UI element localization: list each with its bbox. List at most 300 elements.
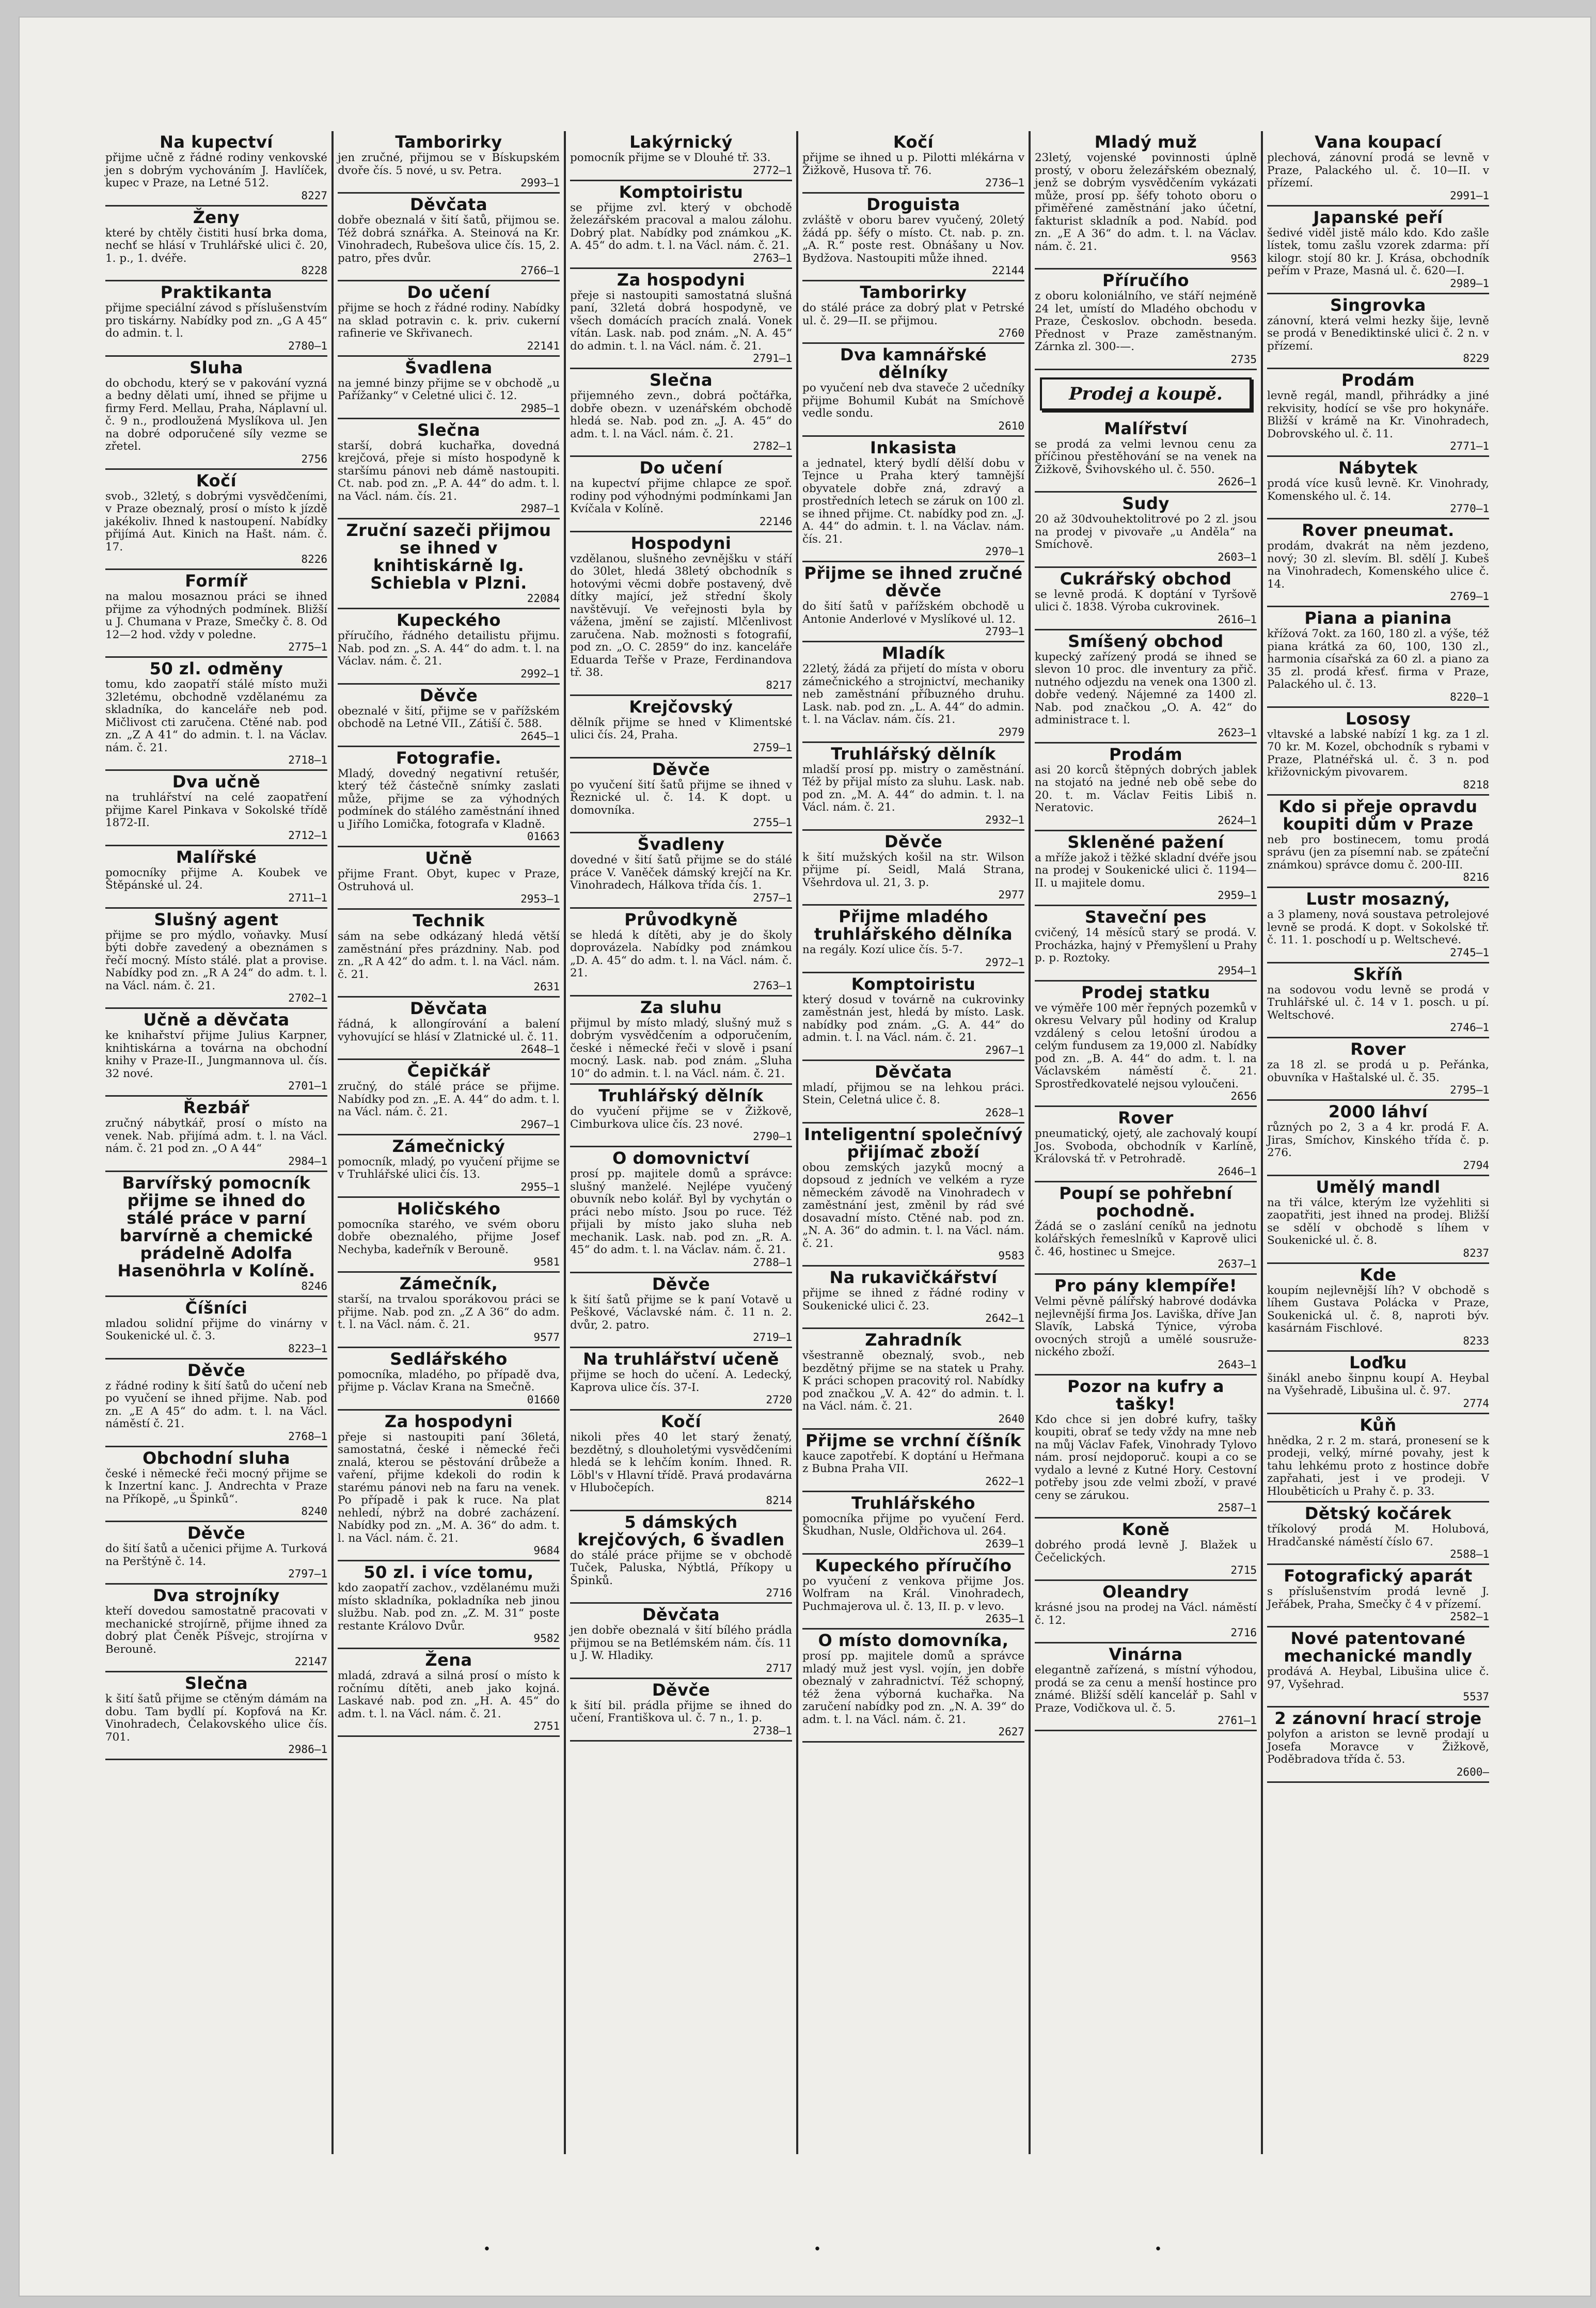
ad-number: 2738—1 xyxy=(753,1724,792,1737)
ad-number: 2643—1 xyxy=(1218,1358,1257,1371)
ad-heading: Kdo si přeje opravdu koupiti dům v Praze xyxy=(1278,796,1478,834)
ad-heading: Za hospodyni xyxy=(384,1411,513,1431)
ad-heading: Vana koupací xyxy=(1315,132,1442,152)
ad-text: dobře obeznalá v šití šatů, přijmou se. Též dobrá sznářka. A. Steinová na Kr. Vinohradech, Rubešova ulice čís. 15, 2. patro, přes dvůr. xyxy=(338,214,560,265)
ad-number: 2955—1 xyxy=(520,1180,560,1193)
ad-text: příručího, řádného detailistu přijmu. Nab. pod zn. „S. A. 44“ do adm. t. l. na Václav. nám. č. 21. xyxy=(338,629,560,668)
ad-column-3 xyxy=(566,131,796,2154)
classified-ad xyxy=(105,771,327,846)
ad-number: 8223—1 xyxy=(288,1342,327,1355)
ad-text: po vyučení neb dva staveče 2 učedníky přijme Bohumil Kubát na Smíchově vedle sondu. xyxy=(802,382,1024,420)
ad-number: 2640 xyxy=(998,1412,1024,1425)
ad-text: pomocníka starého, ve svém oboru dobře obeznalého, přijme Josef Nechyba, kadeřník v Berouně. xyxy=(338,1218,560,1256)
classified-ad xyxy=(1035,1182,1257,1275)
ad-number: 2626—1 xyxy=(1218,476,1257,488)
classified-ad xyxy=(1267,457,1489,519)
ad-text: Velmi pěvně pálířský habrové dodávka nejlevnější firma Jos. Laviška, dříve Jan Slavík, Labská Týnice, výroba ovocných strojů a umělé sousruže-nického zboží. xyxy=(1035,1295,1257,1358)
ad-text: Žádá se o zaslání ceníků na jednotu kolářských řemeslníků v Kaprově ulici č. 46, hostinec u Smejce. xyxy=(1035,1220,1257,1258)
ad-heading: Zruční sazeči přijmou se ihned v knihtiskárně Ig. Schiebla v Plzni. xyxy=(346,520,551,593)
ad-text: přijme se ihned z řádné rodiny v Soukenické ulici č. 23. xyxy=(802,1287,1024,1313)
ad-text: polyfon a ariston se levně prodají u Josefa Moravce v Žižkově, Poděbradova třída č. 53. xyxy=(1267,1728,1489,1766)
ad-heading: Truhlářský dělník xyxy=(598,1086,764,1105)
ad-number: 2986—1 xyxy=(288,1743,327,1756)
ad-text: na kupectví přijme chlapce ze spoř. rodiny pod výhodnými podmínkami Jan Kvíčala v Kolíně. xyxy=(570,477,792,515)
ad-number: 2967—1 xyxy=(985,1044,1024,1056)
ad-heading: Dva kamnářské dělníky xyxy=(840,345,987,382)
ad-text: křížová 7okt. za 160, 180 zl. a výše, též piana krátká za 60, 100, 130 zl., harmonia císařská za 60 zl. a piano za 35 zl. prodá křesť. firma v Praze, Palackého ul. č. 13. xyxy=(1267,627,1489,691)
ad-number: 22147 xyxy=(294,1655,327,1668)
ad-number: 8233 xyxy=(1463,1334,1489,1347)
ad-heading: Slečna xyxy=(649,370,713,390)
ad-number: 2760 xyxy=(998,327,1024,339)
ad-text: se hledá k dítěti, aby je do školy doprovázela. Nabídky pod známkou „D. A. 45“ do adm. t. l. na Václ. nám. č. 21. xyxy=(570,928,792,979)
ad-heading: Slečna xyxy=(417,420,481,440)
ad-number: 2797—1 xyxy=(288,1568,327,1580)
ad-heading: Číšníci xyxy=(185,1298,248,1318)
ad-text: na sodovou vodu levně se prodá v Truhlářské ul. č. 14 v 1. posch. u pí. Weltschové. xyxy=(1267,983,1489,1022)
ad-number: 2702—1 xyxy=(288,992,327,1004)
classified-ad xyxy=(570,1147,792,1273)
ad-heading: Loďku xyxy=(1349,1352,1407,1372)
ad-heading: Piana a pianina xyxy=(1304,608,1452,628)
ad-heading: Příručího xyxy=(1102,271,1189,290)
ad-number: 8220—1 xyxy=(1450,690,1489,703)
classified-ad xyxy=(1267,1503,1489,1565)
ad-heading: Hospodyni xyxy=(630,533,732,553)
ad-text: obeznalé v šití, přijme se v pařížském obchodě na Letné VII., Zátiší č. 588. xyxy=(338,704,560,730)
ad-heading: Droguista xyxy=(866,195,960,214)
ad-text: ke knihařství přijme Julius Karpner, knihtiskárna a továrna na obchodní knihy v Praze-II., Jungmannova ul. čís. 32 nové. xyxy=(105,1029,327,1080)
ad-heading: Prodám xyxy=(1341,370,1415,390)
ad-heading: Řezbář xyxy=(183,1098,250,1117)
classified-ad xyxy=(338,998,560,1060)
ad-heading: Švadlena xyxy=(405,357,493,377)
ad-number: 2770—1 xyxy=(1450,502,1489,515)
ad-text: 22letý, žádá za přijetí do místa v oboru zámečnického a strojnictví, mechaniky neb zaměstnání příbuzného druhu. Lask. nab. pod zn. „L. A. 44“ do admin. t. l. na Václav. nám. čís. 21. xyxy=(802,662,1024,726)
ad-text: zručný, do stálé práce se přijme. Nabídky pod zn. „E. A. 44“ do adm. t. l. na Václ. nám. č. 21. xyxy=(338,1080,560,1118)
ad-heading: Sedlářského xyxy=(390,1349,508,1369)
ad-heading: Staveční pes xyxy=(1084,907,1207,927)
ad-number: 2790—1 xyxy=(753,1130,792,1143)
ad-text: se prodá za velmi levnou cenu za příčinou přestěhování se na venek na Žižkově, Švihovského ul. č. 550. xyxy=(1035,437,1257,476)
ad-text: do šití šatů v pařížském obchodě u Antonie Anderlové v Myslíkové ul. 12. xyxy=(802,600,1024,626)
ad-number: 2763—1 xyxy=(753,979,792,992)
ad-heading: 5 dámských krejčových, 6 švadlen xyxy=(577,1512,785,1550)
classified-ad xyxy=(570,1511,792,1604)
ad-heading: Tamborirky xyxy=(860,282,967,302)
classified-ad xyxy=(338,1411,560,1562)
ad-number: 2755—1 xyxy=(753,816,792,829)
ad-number: 2987—1 xyxy=(520,502,560,515)
ad-number: 2761—1 xyxy=(1218,1714,1257,1727)
ad-heading: Tamborirky xyxy=(395,132,502,152)
ad-text: z oboru koloniálního, ve stáří nejméně 24 let, umístí do Mladého obchodu v Praze, Českoslov. obchodn. beseda. Přednost v Praze zaměstnaným. Zárnka zl. 300-—. xyxy=(1035,290,1257,353)
ad-text: přijme Frant. Obyt, kupec v Praze, Ostruhová ul. xyxy=(338,867,560,893)
ad-heading: Slečna xyxy=(184,1673,248,1693)
ad-heading: Truhlářský dělník xyxy=(831,744,996,764)
classified-ad xyxy=(570,758,792,834)
ad-text: kupecký zařízený prodá se ihned se slevon 10 proc. dle inventury za přič. nutného odjezdu na venek ona 1300 zl. dobře vedený. Nájemné za 1400 zl. Nab. pod značkou „O. A. 42“ do administrace t. l. xyxy=(1035,650,1257,726)
ad-heading: Rover xyxy=(1118,1108,1174,1128)
ad-heading: Děvče xyxy=(652,759,710,779)
classified-ad xyxy=(1267,519,1489,607)
ad-heading: Truhlářského xyxy=(851,1493,975,1513)
classified-ad xyxy=(105,131,327,207)
classified-ad xyxy=(105,846,327,909)
page-mark: · xyxy=(814,2237,821,2261)
ad-text: pomocníky přijme A. Koubek ve Štěpánské ul. 24. xyxy=(105,866,327,892)
ad-heading: Holičského xyxy=(397,1198,501,1219)
ad-number: 2712—1 xyxy=(288,829,327,842)
ad-text: a jednatel, který bydlí dělší dobu v Tejnce u Praha který tamnější obyvatele dobře zná, zdravý a prostředních letech se záruk on 100 zl. se ihned přijme. Ct. nabídky pod zn. „J. A. 44“ do admin. t. l. na Václav. nám. čís. 21. xyxy=(802,456,1024,546)
ad-number: 2746—1 xyxy=(1450,1021,1489,1034)
ad-text: prodám, dvakrát na něm jezdeno, nový; 30 zl. slevím. Bl. sdělí J. Kubeš na Vinohradech, Komenského ulice č. 14. xyxy=(1267,540,1489,591)
ad-heading: O místo domovníka, xyxy=(818,1631,1009,1650)
ad-text: se levně prodá. K doptání v Tyršově ulici č. 1838. Výroba cukrovinek. xyxy=(1035,588,1257,613)
ad-number: 2610 xyxy=(998,419,1024,432)
ad-text: prodává A. Heybal, Libušina ulice č. 97, Vyšehrad. xyxy=(1267,1665,1489,1691)
ad-number: 2648—1 xyxy=(520,1043,560,1055)
classified-ad xyxy=(105,1672,327,1760)
ad-text: do stálé práce za dobrý plat v Petrské ul. č. 29—II. se přijmou. xyxy=(802,302,1024,327)
classified-ad xyxy=(802,743,1024,831)
ad-text: české i německé řeči mocný přijme se k Inzertní kanc. J. Andrechta v Praze na Příkopě, „u Špinků“. xyxy=(105,1467,327,1506)
ad-heading: Inteligentní společnívý přijímač zboží xyxy=(804,1124,1023,1162)
classified-ad xyxy=(570,131,792,181)
ad-heading: Ženy xyxy=(193,207,240,227)
ad-text: šinákl anebo šinpnu koupí A. Heybal na Vyšehradě, Libušina ul. č. 97. xyxy=(1267,1371,1489,1397)
ad-text: přijemného zevn., dobrá počtářka, dobře obezn. v uzenářském obchodě hledá se. Nab. pod zn. „J. A. 45“ do adm. t. l. na Václ. nám. č. 21. xyxy=(570,389,792,440)
classified-ad xyxy=(1267,607,1489,708)
ad-heading: Zámečník, xyxy=(399,1274,498,1293)
ad-text: přeje si nastoupiti paní 36letá, samostatná, české i německé řeči znalá, kterou se pěstování drůbeže a vaření, přijme kdekoli do rodin k starému pánovi neb na faru na venek. Po případě i pak k ruce. Na plat nehledí, nýbrž na dobré zacházení. Nabídky pod zn. „M. A. 36“ do adm. t. l. na Václ. nám. č. 21. xyxy=(338,1430,560,1545)
ad-number: 2791—1 xyxy=(753,352,792,365)
ad-text: neb pro bostinecem, tomu prodá správu (jen za písemní nab. se zpáteční známkou) správce domu č. 200-III. xyxy=(1267,833,1489,872)
ad-heading: 2000 láhví xyxy=(1328,1102,1428,1121)
classified-ad xyxy=(570,1085,792,1147)
ad-text: jen zručné, přijmou se v Bískupském dvoře čís. 5 nové, u sv. Petra. xyxy=(338,151,560,177)
ad-number: 2984—1 xyxy=(288,1155,327,1167)
ad-heading: Praktikanta xyxy=(160,282,273,302)
ad-text: zvláště v oboru barev vyučený, 20letý žádá pp. šéfy o místo. Ct. nab. p. zn. „A. R.“ poste rest. Obnášany u Nov. Bydžova. Nastoupiti může ihned. xyxy=(802,214,1024,265)
ad-heading: Skříň xyxy=(1353,964,1403,984)
ad-number: 8226 xyxy=(301,553,327,565)
ad-number: 2645—1 xyxy=(520,730,560,742)
ad-text: dovedné v šití šatů přijme se do stálé práce V. Vaněček dámský krejčí na Kr. Vinohradech, Hálkova třída čís. 1. xyxy=(570,853,792,892)
classified-ad xyxy=(802,973,1024,1061)
classified-ad xyxy=(338,419,560,520)
ad-number: 2642—1 xyxy=(985,1312,1024,1324)
classified-ad xyxy=(105,357,327,470)
ad-number: 2582—1 xyxy=(1450,1610,1489,1623)
ad-text: nikoli přes 40 let starý ženatý, bezdětný, s dlouholetými vysvědčeními hledá se k lehčím koním. Ihned. R. Löbl's v Hlavní třídě. Pravá prodavárna v Hlubočepích. xyxy=(570,1431,792,1494)
ad-text: k šití bil. prádla přijme se ihned do učení, Františkova ul. č. 7 n., 1. p. xyxy=(570,1699,792,1725)
ad-heading: Děvče xyxy=(652,1274,710,1294)
classified-ad xyxy=(1267,1708,1489,1783)
ad-number: 2788—1 xyxy=(753,1256,792,1269)
classified-ad xyxy=(570,1604,792,1679)
ad-number: 2793—1 xyxy=(985,625,1024,638)
ad-text: mladá, zdravá a silná prosí o místo k ročnímu dítěti, aneb jako kojná. Laskavé nab. pod zn. „H. A. 45“ do adm. t. l. na Václ. nám. č. 21. xyxy=(338,1669,560,1720)
ad-number: 2985—1 xyxy=(520,402,560,415)
ad-number: 2718—1 xyxy=(288,754,327,766)
ad-heading: Lakýrnický xyxy=(629,132,733,152)
ad-heading: 2 zánovní hrací stroje xyxy=(1274,1709,1482,1728)
classified-ad xyxy=(1267,708,1489,796)
classified-ad xyxy=(105,207,327,282)
ad-text: a mříže jakož i těžké skladní dvéře jsou na prodej v Soukenické ulici č. 1194—II. u majitele domu. xyxy=(1035,851,1257,890)
ad-number: 2639—1 xyxy=(985,1537,1024,1550)
classified-ad xyxy=(1035,906,1257,982)
newspaper-page xyxy=(19,17,1591,2297)
classified-ad xyxy=(802,562,1024,642)
classified-ad xyxy=(1035,1376,1257,1519)
classified-ad xyxy=(802,1329,1024,1430)
ad-text: do vyučení přijme se v Žižkově, Cimburkova ulice čís. 23 nové. xyxy=(570,1105,792,1131)
ad-text: starší, na trvalou sporákovou práci se přijme. Nab. pod zn. „Z A 36“ do adm. t. l. na Václ. nám. č. 21. xyxy=(338,1293,560,1331)
classified-ad xyxy=(570,696,792,758)
ad-heading: Kočí xyxy=(893,132,934,152)
ad-number: 2979 xyxy=(998,725,1024,738)
ad-number: 8228 xyxy=(301,264,327,277)
classified-ad xyxy=(1267,207,1489,294)
ad-number: 9577 xyxy=(533,1331,560,1343)
ad-text: elegantně zařízená, s místní výhodou, prodá se za cenu a menší hostince pro známé. Bližší sdělí kancelář p. Sahl v Praze, Vodičkova ul. č. 5. xyxy=(1035,1664,1257,1715)
ad-heading: Děvče xyxy=(884,831,943,851)
ad-text: hnědka, 2 r. 2 m. stará, pronesení se k prodeji, velký, mírné povahy, jest k tahu lehkému proto z hostince dobře zapřahati, jest i ve prodeji. V Hlouběticích u Prahy č. p. 33. xyxy=(1267,1434,1489,1498)
classified-ad xyxy=(1035,1581,1257,1643)
classified-ad xyxy=(105,1097,327,1172)
classified-ad xyxy=(570,1273,792,1349)
classified-ad xyxy=(802,906,1024,973)
ad-number: 2711—1 xyxy=(288,891,327,904)
classified-ad xyxy=(802,437,1024,563)
ad-text: jen dobře obeznalá v šití bílého prádla přijmou se na Betlémském nám. čís. 11 u J. W. Hladiky. xyxy=(570,1624,792,1662)
classified-ad xyxy=(338,1273,560,1348)
ad-number: 2953—1 xyxy=(520,893,560,905)
ad-column-6 xyxy=(1263,131,1493,2154)
ad-heading: 50 zl. i více tomu, xyxy=(364,1562,534,1582)
ad-text: asi 20 korců štěpných dobrých jablek na stojató na jedné neb obě sebe do 20. t. m. Václav Feitis Libiš n. Neratovic. xyxy=(1035,763,1257,814)
ad-number: 2719—1 xyxy=(753,1331,792,1343)
ad-number: 2772—1 xyxy=(753,164,792,177)
ad-heading: Nábytek xyxy=(1338,458,1418,478)
ad-number: 9583 xyxy=(998,1250,1024,1262)
classified-ad xyxy=(105,1172,327,1297)
classified-ad xyxy=(1035,1107,1257,1182)
ad-text: Kdo chce si jen dobré kufry, tašky koupiti, obrať se tedy vždy na mne neb na můj Václav Fafek, Vinohrady Tylovo nám. prosí nejdoporuč. koupi a co se vydalo a levné z Kutné Hory. Cestovní potřeby jsou zde velmi zboží, v pravé ceny se zárukou. xyxy=(1035,1413,1257,1502)
ad-text: který dosud v továrně na cukrovinky zaměstnán jest, hledá by místo. Lask. nabídky pod znám. „G. A. 44“ do admin. t. l. na Václ. nám. č. 21. xyxy=(802,993,1024,1044)
ad-text: které by chtěly čistiti husí brka doma, nechť se hlásí v Truhlářské ulici č. 20, 1. p., 1. dvéře. xyxy=(105,226,327,265)
ad-text: po vyučení šití šatů přijme se ihned v Řeznické ul. č. 14. K dopt. u domovníka. xyxy=(570,778,792,817)
classified-ad xyxy=(338,519,560,609)
ad-number: 2959—1 xyxy=(1218,889,1257,902)
ad-text: kauce zapotřebí. K doptání u Heřmana z Bubna Praha VII. xyxy=(802,1449,1024,1475)
ad-number: 8237 xyxy=(1463,1246,1489,1259)
ad-number: 2627 xyxy=(998,1726,1024,1738)
classified-ad xyxy=(1267,369,1489,457)
ad-number: 9582 xyxy=(533,1632,560,1645)
ad-text: na jemné binzy přijme se v obchodě „u Pařížanky“ v Celetné ulici č. 12. xyxy=(338,376,560,402)
classified-ad xyxy=(338,1348,560,1411)
ad-text: z řádné rodiny k šití šatů do učení neb po vyučení se ihned přijme. Nab. pod zn. „E A 45“ do adm. t. l. na Václ. náměstí č. 21. xyxy=(105,1379,327,1430)
ad-number: 2932—1 xyxy=(985,813,1024,826)
ad-heading: Sudy xyxy=(1122,494,1170,513)
ad-text: dobrého prodá levně J. Blažek u Čečelických. xyxy=(1035,1539,1257,1564)
ad-number: 2623—1 xyxy=(1218,726,1257,739)
classified-ad xyxy=(105,1359,327,1447)
ad-text: přijmul by místo mladý, slušný muž s dobrým vysvědčením a odporučením, české i německé řeči v slově i psaní mocný. Lask. nab. pod znám. „Sluha 10“ do admin. t. l. na Václ. nám. č. 21. xyxy=(570,1016,792,1080)
ad-text: sám na sebe odkázaný hledá větší zaměstnání přes prázdniny. Nab. pod zn. „R A 42“ do adm. t. l. na Václ. nám. č. 21. xyxy=(338,930,560,981)
ad-text: pomocníka přijme po vyučení Ferd. Škudhan, Nusle, Oldřichova ul. 264. xyxy=(802,1512,1024,1538)
classified-ad xyxy=(338,194,560,281)
ad-text: dělník přijme se hned v Klimentské ulici čís. 24, Praha. xyxy=(570,716,792,741)
ad-number: 2751 xyxy=(533,1720,560,1732)
classified-ad xyxy=(802,131,1024,194)
classified-ad xyxy=(338,685,560,747)
ad-text: přeje si nastoupiti samostatná slušná paní, 32letá dobrá hospodyně, ve všech domácích pracích znalá. Vonek vítán. Lask. nab. pod znám. „N. A. 45“ do admin. t. l. na Václ. nám. č. 21. xyxy=(570,289,792,353)
classified-ad xyxy=(338,131,560,194)
ad-heading: Do učení xyxy=(407,282,491,302)
ad-text: prosí pp. majitele domů a správce mladý muž jest vysl. vojín, jen dobře obeznalý v zahradnictví. Též schopný, též žena výborná kuchařka. Na zaručení nabídky pod zn. „N. A. 39“ do adm. t. l. na Václ. nám. č. 21. xyxy=(802,1650,1024,1726)
ad-text: přijme se hoch do učení. A. Ledecký, Kaprova ulice čís. 37-I. xyxy=(570,1368,792,1394)
ad-number: 2701—1 xyxy=(288,1080,327,1092)
ad-text: přijme se ihned u p. Pilotti mlékárna v Žižkově, Husova tř. 76. xyxy=(802,151,1024,177)
classified-ad xyxy=(338,1649,560,1737)
classified-ad xyxy=(570,1411,792,1511)
ad-text: vltavské a labské nabízí 1 kg. za 1 zl. 70 kr. M. Kozel, obchodník s rybami v Praze, Platnéřská ul. č. 3 n. pod křižovnickým pivovarem. xyxy=(1267,728,1489,779)
ad-heading: Lososy xyxy=(1345,708,1411,729)
ad-text: přijme učně z řádné rodiny venkovské jen s dobrým vychováním J. Havlíček, kupec v Praze, na Letné 512. xyxy=(105,151,327,189)
ad-heading: Vinárna xyxy=(1109,1645,1183,1664)
ad-number: 2600— xyxy=(1456,1765,1489,1778)
ad-text: po vyučení z venkova přijme Jos. Wolfram na Král. Vinohradech, Puchmajerova ul. č. 13, II. p. v levo. xyxy=(802,1574,1024,1613)
classified-ads-grid xyxy=(101,131,1546,2154)
classified-ad xyxy=(1035,1643,1257,1731)
ad-heading: Kůň xyxy=(1360,1415,1397,1435)
classified-ad xyxy=(802,1124,1024,1267)
classified-ad xyxy=(1267,1176,1489,1264)
ad-number: 2992—1 xyxy=(520,667,560,680)
classified-ad xyxy=(570,532,792,696)
classified-ad xyxy=(105,1522,327,1585)
page-mark: · xyxy=(1155,2237,1162,2261)
ad-number: 2716 xyxy=(766,1587,792,1599)
ad-number: 22084 xyxy=(527,592,560,605)
ad-heading: Dva učně xyxy=(172,772,261,792)
ad-number: 2757—1 xyxy=(753,891,792,904)
ad-heading: Krejčovský xyxy=(629,697,733,717)
ad-text: do obchodu, který se v pakování vyzná a bedny dělati umí, ihned se přijme u firmy Ferd. Mellau, Praha, Náplavní ul. č. 9 n., prodloužená Myslíkova ul. Jen na dobré odporučené síly vezme se zřetel. xyxy=(105,376,327,453)
ad-heading: Pro pány klempíře! xyxy=(1054,1276,1237,1295)
ad-heading: Čepičkář xyxy=(407,1061,491,1081)
ad-number: 2745—1 xyxy=(1450,946,1489,959)
ad-number: 2989—1 xyxy=(1450,277,1489,290)
ad-number: 2735 xyxy=(1230,353,1257,366)
ad-number: 22144 xyxy=(991,264,1024,277)
classified-ad xyxy=(338,1060,560,1135)
ad-text: pneumatický, ojetý, ale zachovalý koupí Jos. Svoboda, obchodník v Karlíně, Královská tř. v Petrohradě. xyxy=(1035,1127,1257,1165)
ad-number: 2637—1 xyxy=(1218,1258,1257,1270)
ad-number: 2993—1 xyxy=(520,177,560,189)
ad-number: 2624—1 xyxy=(1218,814,1257,827)
classified-ad xyxy=(1267,294,1489,370)
ad-text: krásné jsou na prodej na Václ. náměstí č. 12. xyxy=(1035,1601,1257,1627)
ad-heading: Poupí se pohřební pochodně. xyxy=(1059,1183,1232,1221)
classified-ad xyxy=(1267,1627,1489,1708)
ad-number: 2780—1 xyxy=(288,339,327,352)
ad-heading: Komptoiristu xyxy=(619,182,744,202)
ad-heading: Pozor na kufry a tašky! xyxy=(1067,1376,1224,1414)
ad-number: 2977 xyxy=(998,889,1024,901)
ad-number: 2795—1 xyxy=(1450,1084,1489,1096)
ad-number: 9684 xyxy=(533,1544,560,1557)
ad-heading: Japanské peří xyxy=(1313,207,1443,227)
ad-heading: Kočí xyxy=(196,470,237,491)
classified-ad xyxy=(105,1009,327,1097)
classified-ad xyxy=(338,609,560,685)
ad-number: 8217 xyxy=(766,678,792,691)
ad-text: starší, dobrá kuchařka, dovedná krejčová, přeje si místo hospodyně k staršímu pánovi neb dámě nastoupiti. Ct. nab. pod zn. „P. A. 44“ do adm. t. l. na Václ. nám. čís. 21. xyxy=(338,439,560,503)
ad-heading: Kočí xyxy=(660,1412,702,1431)
ad-number: 2628—1 xyxy=(985,1106,1024,1119)
ad-number: 2774 xyxy=(1463,1397,1489,1410)
ad-heading: Komptoiristu xyxy=(851,974,976,994)
ad-text: k šití šatů přijme se ctěným dámám na dobu. Tam bydlí pí. Kopfová na Kr. Vinohradech, Čelakovského ulice čís. 701. xyxy=(105,1693,327,1744)
ad-heading: Slušný agent xyxy=(154,909,279,929)
ad-text: 20 až 30dvouhektolitrové po 2 zl. jsou na prodej v pivovaře „u Anděla“ na Smíchově. xyxy=(1035,513,1257,551)
ad-text: řádná, k allongírování a balení vyhovující se hlásí v Zlatnické ul. č. 11. xyxy=(338,1018,560,1044)
classified-ad xyxy=(105,909,327,1009)
ad-heading: Za hospodyni xyxy=(617,270,746,290)
ad-number: 2622—1 xyxy=(985,1475,1024,1488)
ad-text: na regály. Kozí ulice čís. 5-7. xyxy=(802,943,963,956)
classified-ad xyxy=(338,847,560,910)
ad-heading: Do učení xyxy=(639,458,723,478)
ad-number: 8214 xyxy=(766,1494,792,1507)
ad-heading: Děvče xyxy=(419,685,478,705)
ad-text: mladší prosí pp. mistry o zaměstnání. Též by přijal místo za sluhu. Lask. nab. pod zn. „M. A. 44“ do admin. t. l. na Václ. nám. č. 21. xyxy=(802,763,1024,814)
classified-ad xyxy=(105,1297,327,1359)
ad-heading: Prodám xyxy=(1109,744,1183,764)
ad-number: 22146 xyxy=(759,515,792,528)
ad-number: 8218 xyxy=(1463,778,1489,791)
ad-number: 2763—1 xyxy=(753,251,792,264)
classified-ad xyxy=(570,1348,792,1411)
ad-heading: Malířství xyxy=(1104,418,1188,438)
ad-text: cvičený, 14 měsíců starý se prodá. V. Procházka, hajný v Přemyšlení u Prahy p. p. Roztoky. xyxy=(1035,926,1257,965)
ad-number: 01660 xyxy=(527,1393,560,1406)
ad-heading: O domovnictví xyxy=(612,1148,750,1168)
classified-ad xyxy=(1267,131,1489,207)
ad-number: 2616—1 xyxy=(1218,613,1257,626)
ad-heading: Dětský kočárek xyxy=(1304,1504,1452,1523)
ad-heading: Děvčata xyxy=(409,195,488,214)
ad-number: 8246 xyxy=(301,1279,327,1292)
classified-ad xyxy=(105,470,327,571)
ad-text: do šití šatů a učenici přijme A. Turková na Perštýně č. 14. xyxy=(105,1542,327,1568)
ad-text: 23letý, vojenské povinnosti úplně prostý, v oboru železářském obeznalý, jenž se dobrým vysvědčením vykázati může, prosí pp. šéfy tohoto oboru o přiměřené zaměstnání jako účetní, fakturist skladník a pod. Nabíd. pod zn. „E A 36“ do adm. t. l. na Václav. nám. č. 21. xyxy=(1035,151,1257,253)
ad-text: kteří dovedou samostatně pracovati v mechanické strojírně, přijme ihned za dobrý plat Čeněk Píšvejc, strojírna v Berouně. xyxy=(105,1605,327,1656)
classified-ad xyxy=(1267,1101,1489,1176)
ad-number: 2588—1 xyxy=(1450,1548,1489,1560)
ad-number: 2603—1 xyxy=(1218,550,1257,563)
ad-text: zánovní, která velmi hezky šije, levně se prodá v Benediktinské ulici č. 2 n. v přízemí. xyxy=(1267,314,1489,353)
ad-heading: Na kupectví xyxy=(160,132,273,152)
ad-number: 2656 xyxy=(1230,1090,1257,1102)
ad-text: svob., 32letý, s dobrými vysvědčeními, v Praze obeznalý, prosí o místo k jízdě jakékoliv. Ihned k nastoupení. Nabídky přijímá Aut. Kinich na Hašt. nám. č. 17. xyxy=(105,489,327,554)
ad-number: 8216 xyxy=(1463,871,1489,883)
